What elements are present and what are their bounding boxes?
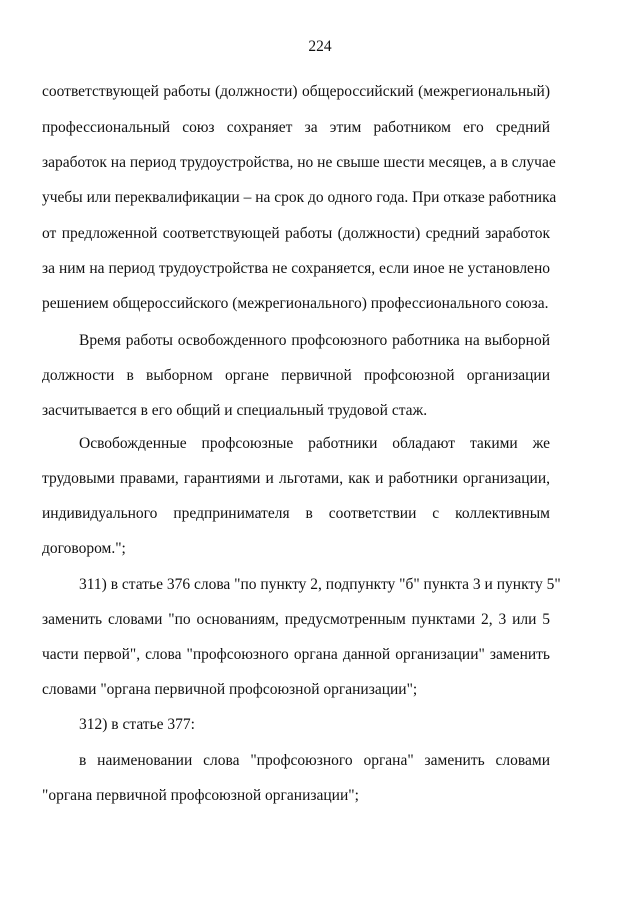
- text-line: 312) в статье 377:: [79, 716, 195, 733]
- text-line: договором.";: [42, 540, 126, 557]
- text-line: учебы или переквалификации – на срок до одного года. При отказе работника: [42, 189, 557, 206]
- text-line: от предложенной соответствующей работы (должности) средний заработок: [42, 225, 550, 242]
- text-line: в наименовании слова "профсоюзного органа" заменить словами: [79, 752, 550, 769]
- text-line: Время работы освобожденного профсоюзного работника на выборной: [79, 332, 550, 349]
- text-line: части первой", слова "профсоюзного органа данной организации" заменить: [42, 646, 550, 663]
- text-line: засчитывается в его общий и специальный трудовой стаж.: [42, 402, 428, 419]
- text-line: профессиональный союз сохраняет за этим работником его средний: [42, 119, 550, 136]
- text-line: "органа первичной профсоюзной организации";: [42, 787, 359, 804]
- text-line: словами "органа первичной профсоюзной организации";: [42, 681, 418, 698]
- text-line: должности в выборном органе первичной профсоюзной организации: [42, 367, 550, 384]
- text-line: заработок на период трудоустройства, но не свыше шести месяцев, а в случае: [42, 154, 556, 171]
- text-line: соответствующей работы (должности) общероссийский (межрегиональный): [42, 83, 550, 100]
- text-line: Освобожденные профсоюзные работники обладают такими же: [79, 435, 550, 452]
- text-line: 311) в статье 376 слова "по пункту 2, подпункту "б" пункта 3 и пункту 5": [79, 576, 561, 593]
- text-line: трудовыми правами, гарантиями и льготами, как и работники организации,: [42, 470, 550, 487]
- text-line: заменить словами "по основаниям, предусмотренным пунктами 2, 3 или 5: [42, 611, 550, 628]
- text-line: за ним на период трудоустройства не сохраняется, если иное не установлено: [42, 260, 550, 277]
- page-number: 224: [308, 38, 332, 55]
- text-line: индивидуального предпринимателя в соответствии с коллективным: [42, 505, 550, 522]
- text-line: решением общероссийского (межрегионального) профессионального союза.: [42, 295, 549, 312]
